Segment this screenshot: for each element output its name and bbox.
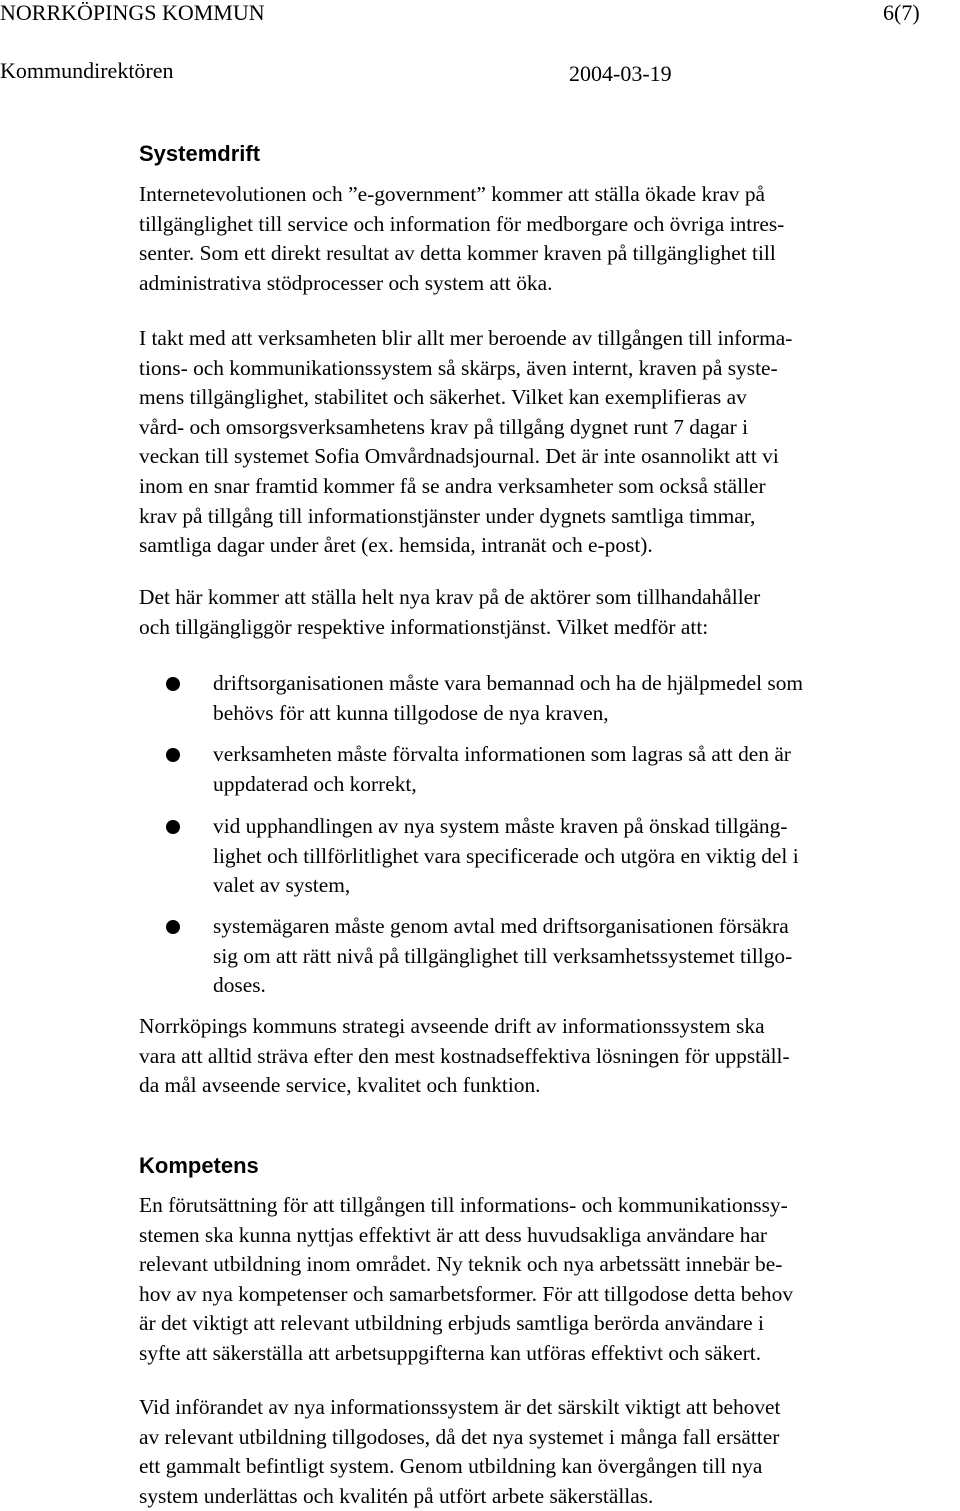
text-line: I takt med att verksamheten blir allt mer beroende av tillgången till informa- — [139, 326, 793, 350]
text-line: administrativa stödprocesser och system att öka. — [139, 270, 553, 295]
text-line: En förutsättning för att tillgången till informations- och kommunikationssy- — [139, 1193, 788, 1217]
text-line: och tillgängliggör respektive informationstjänst. Vilket medför att: — [139, 614, 709, 639]
organization-name: NORRKÖPINGS KOMMUN — [0, 0, 265, 25]
text-line: relevant utbildning inom området. Ny teknik och nya arbetssätt innebär be- — [139, 1252, 783, 1277]
text-line: Vid införandet av nya informationssystem är det särskilt viktigt att behovet — [139, 1395, 781, 1419]
text-line: Norrköpings kommuns strategi avseende drift av informationssystem ska — [139, 1014, 765, 1038]
list-item — [213, 812, 933, 901]
bullet-icon — [166, 748, 180, 762]
list-item — [213, 669, 933, 728]
paragraph-forutsattning — [139, 1191, 919, 1369]
text-line: är det viktigt att relevant utbildning erbjuds samtliga berörda användare i — [139, 1311, 764, 1336]
paragraph-i-takt — [139, 324, 919, 561]
paragraph-det-har — [139, 583, 919, 642]
text-line: system underlättas och kvalitén på utfört arbete säkerställas. — [139, 1483, 654, 1508]
text-line: tillgänglighet till service och information för medborgare och övriga intres- — [139, 211, 785, 236]
text-line: ett gammalt befintligt system. Genom utbildning kan övergången till nya — [139, 1454, 763, 1479]
paragraph-internetevolutionen — [139, 180, 919, 298]
text-line: systemägaren måste genom avtal med driftsorganisationen försäkra — [213, 914, 789, 938]
paragraph-strategi — [139, 1012, 919, 1101]
text-line: doses. — [213, 973, 266, 998]
document-date: 2004-03-19 — [569, 61, 672, 86]
text-line: veckan till systemet Sofia Omvårdnadsjournal. Det är inte osannolikt att vi — [139, 444, 779, 469]
list-item — [213, 740, 933, 799]
text-line: krav på tillgång till informationstjänster under dygnets samtliga timmar, — [139, 503, 756, 528]
bullet-icon — [166, 820, 180, 834]
text-line: vid upphandlingen av nya system måste kraven på önskad tillgäng- — [213, 814, 788, 838]
text-line: behövs för att kunna tillgodose de nya kraven, — [213, 700, 609, 725]
page-number: 6(7) — [883, 0, 920, 25]
text-line: stemen ska kunna nyttjas effektivt är att dess huvudsakliga användare har — [139, 1222, 768, 1247]
text-line: sig om att rätt nivå på tillgänglighet till verksamhetssystemet tillgo- — [213, 943, 793, 968]
text-line: samtliga dagar under året (ex. hemsida, intranät och e-post). — [139, 533, 653, 558]
text-line: mens tillgänglighet, stabilitet och säkerhet. Vilket kan exemplifieras av — [139, 385, 747, 410]
text-line: driftsorganisationen måste vara bemannad och ha de hjälpmedel som — [213, 671, 804, 695]
paragraph-vid-inforandet — [139, 1393, 919, 1511]
text-line: da mål avseende service, kvalitet och funktion. — [139, 1073, 541, 1098]
text-line: Internetevolutionen och ”e-government” kommer att ställa ökade krav på — [139, 182, 766, 206]
text-line: verksamheten måste förvalta informationen som lagras så att den är — [213, 742, 791, 766]
text-line: vara att alltid sträva efter den mest kostnadseffektiva lösningen för uppställ- — [139, 1043, 790, 1068]
list-item — [213, 912, 933, 1001]
text-line: senter. Som ett direkt resultat av detta kommer kraven på tillgänglighet till — [139, 241, 776, 266]
text-line: lighet och tillförlitlighet vara specificerade och utgöra en viktig del i — [213, 843, 799, 868]
text-line: av relevant utbildning tillgodoses, då det nya systemet i många fall ersätter — [139, 1424, 780, 1449]
bullet-icon — [166, 677, 180, 691]
text-line: tions- och kommunikationssystem så skärps, även internt, kraven på syste- — [139, 355, 778, 380]
section-heading-kompetens: Kompetens — [139, 1153, 259, 1178]
text-line: inom en snar framtid kommer få se andra verksamheter som också ställer — [139, 473, 766, 498]
section-heading-systemdrift: Systemdrift — [139, 141, 261, 166]
text-line: uppdaterad och korrekt, — [213, 771, 417, 796]
department-name: Kommundirektören — [0, 58, 174, 83]
text-line: syfte att säkerställa att arbetsuppgifterna kan utföras effektivt och säkert. — [139, 1340, 762, 1365]
text-line: vård- och omsorgsverksamhetens krav på tillgång dygnet runt 7 dagar i — [139, 414, 749, 439]
text-line: valet av system, — [213, 873, 351, 898]
text-line: Det här kommer att ställa helt nya krav på de aktörer som tillhandahåller — [139, 585, 761, 609]
text-line: hov av nya kompetenser och samarbetsformer. För att tillgodose detta behov — [139, 1281, 794, 1306]
bullet-icon — [166, 920, 180, 934]
